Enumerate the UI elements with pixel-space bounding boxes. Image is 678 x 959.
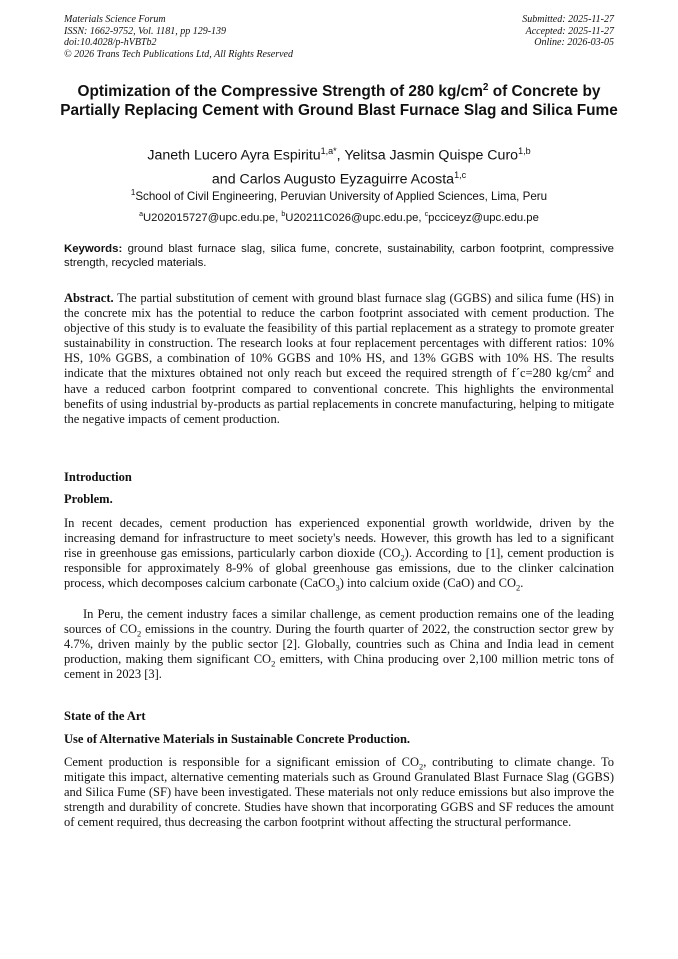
journal-issn: ISSN: 1662-9752, Vol. 1181, pp 129-139 bbox=[64, 25, 227, 37]
email-b: U20211C026@upc.edu.pe, bbox=[285, 211, 425, 224]
author-2: Yelitsa Jasmin Quispe Curo bbox=[344, 147, 519, 164]
author-emails: $^a$U202015727@upc.edu.pe, $^b$U20211C026@upc.edu.pe, $^c$pcciceyz@upc.edu.pe bbox=[139, 211, 539, 224]
journal-copyright: © 2026 Trans Tech Publications Ltd, All Rights Reserved bbox=[64, 48, 293, 60]
journal-name: Materials Science Forum bbox=[64, 14, 166, 25]
author-3: Carlos Augusto Eyzaguirre Acosta bbox=[239, 171, 455, 188]
abstract: Abstract. The partial substitution of cement with ground blast furnace slag (GGBS) and silica fume (HS) in the concrete mix has the potential to reduce the carbon footprint associated with cement production. The objective of this study is to evaluate the feasibility of this partial replacement as a strategy to promote greater sustainability in construction. The research looks at four replacement percentages with different ratios: 10% HS, 10% GGBS, a combination of 10% GGBS and 10% HS, and 13% GGBS with 10% HS. The results indicate that the mixtures obtained not only reach but exceed the required strength of f´c=280 $kg/cm^2$ and have a reduced carbon footprint compared to conventional concrete. This highlights the environmental benefits of using industrial by-products as partial replacements in concrete manufacturing, helping to mitigate the negative impacts of cement production. bbox=[64, 291, 614, 426]
introduction-paragraph-1: In recent decades, cement production has experienced exponential growth worldwide, driven by the increasing demand for infrastructure to meet society's needs. However, this growth has led to a significant rise in greenhouse gas emissions, particularly carbon dioxide $(CO_2)$. According to [1], cement production is responsible for approximately 8-9% of global greenhouse gas emissions, due to the clinker calcination process, which decomposes calcium carbonate (CaCO$_3$) into calcium oxide (CaO) and $CO_2$. bbox=[64, 516, 614, 593]
alternative-materials-subheading: Use of Alternative Materials in Sustainable Concrete Production. bbox=[64, 732, 411, 746]
submitted-date: Submitted: 2025-11-27 bbox=[522, 14, 614, 25]
author-list: Janeth Lucero Ayra Espiritu$^{1,a*}$, Yelitsa Jasmin Quispe Curo$^{1,b}$ and Carlos Augusto Eyzaguirre Acosta$^{1,c}$ bbox=[147, 146, 531, 188]
keywords: Keywords: ground blast furnace slag, silica fume, concrete, sustainability, carbon footprint, compressive strength, recycled materials. bbox=[64, 243, 614, 269]
accepted-date: Accepted: 2025-11-27 bbox=[525, 25, 614, 37]
paper-title: Optimization of the Compressive Strength of 280 $kg/cm^2$ of Concrete by Partially Replacing Cement with Ground Blast Furnace Slag and Silica Fume bbox=[60, 82, 618, 119]
introduction-heading: Introduction bbox=[64, 470, 132, 484]
header-left bbox=[64, 14, 293, 60]
author-1: Janeth Lucero Ayra Espiritu bbox=[147, 147, 321, 164]
online-date: Online: 2026-03-05 bbox=[534, 37, 614, 49]
keywords-label: Keywords: bbox=[64, 243, 123, 255]
state-of-art-paragraph: Cement production is responsible for a significant emission of $CO_2$, contributing to climate change. To mitigate this impact, alternative cementing materials such as Ground Granulated Blast Furnace Slag (GGBS) and Silica Fume (SF) have been investigated. These materials not only reduce emissions but also improve the strength and durability of concrete. Studies have shown that incorporating GGBS and SF reduces the amount of cement required, thus decreasing the carbon footprint without affecting the structural performance. bbox=[64, 755, 614, 830]
email-c: pcciceyz@upc.edu.pe bbox=[428, 211, 539, 224]
journal-doi: doi:10.4028/p-hVBTb2 bbox=[64, 37, 157, 49]
affiliation: $^1$School of Civil Engineering, Peruvian University of Applied Sciences, Lima, Peru bbox=[130, 188, 548, 203]
email-a: U202015727@upc.edu.pe, bbox=[143, 211, 282, 224]
abstract-label: Abstract. bbox=[64, 291, 114, 305]
journal-header bbox=[64, 14, 614, 60]
problem-subheading: Problem. bbox=[64, 492, 113, 506]
state-of-art-heading: State of the Art bbox=[64, 709, 146, 723]
header-right bbox=[522, 14, 614, 49]
introduction-paragraph-2: In Peru, the cement industry faces a similar challenge, as cement production remains one of the leading sources of $CO_2$ emissions in the country. During the fourth quarter of 2022, the construction sector grew by 4.7%, driven mainly by the public sector [2]. Globally, countries such as China and India lead in cement production, making them significant $CO_2$ emitters, with China producing over 2,100 million metric tons of cement in 2023 [3]. bbox=[64, 607, 614, 682]
